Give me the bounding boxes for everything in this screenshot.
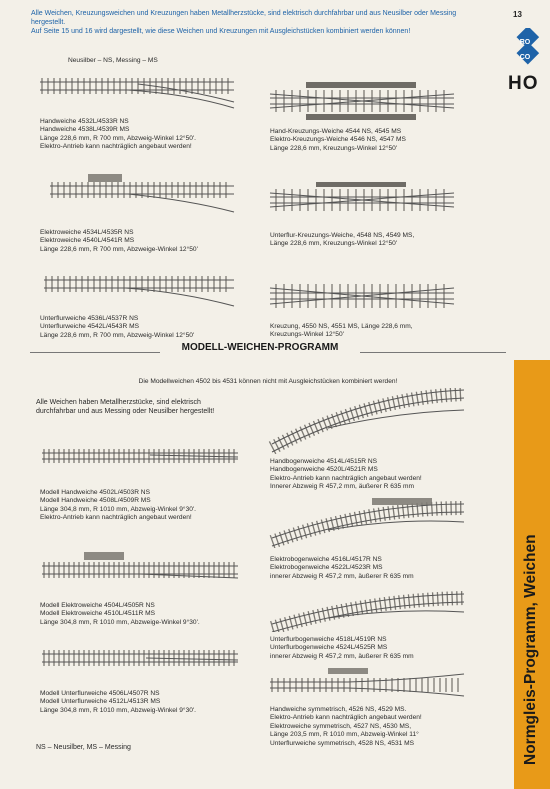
sidebar-title: Normgleis-Programm, Weichen (522, 534, 539, 765)
section-note: Alle Weichen haben Metallherzstücke, sind elektrisch durchfahrbar und aus Messing oder Neusilber hergestellt! (36, 399, 215, 415)
logo-text-bottom: CO (519, 54, 531, 61)
track-image-modell-handweiche (40, 446, 240, 466)
track-image-kreuzung (268, 278, 458, 316)
track-image-weiche-symmetrisch (268, 666, 468, 704)
caption-modell-unterflurweiche: Modell Unterflurweiche 4506L/4507R NS Modell Unterflurweiche 4512L/4513R MS Länge 304,8 mm, R 1010 mm, Abzweig-Winkel 9°30'. (40, 690, 196, 714)
track-image-handbogenweiche (268, 388, 468, 454)
page-number: 13 (513, 10, 522, 19)
intro-line-1: Alle Weichen, Kreuzungsweichen und Kreuzungen haben Metallherzstücke, sind elektrisch durchfahrbar und aus Neusilber oder Messing hergestellt. (31, 10, 457, 26)
intro-text (31, 10, 481, 36)
caption-hand-kreuzungsweiche: Hand-Kreuzungs-Weiche 4544 NS, 4545 MS Elektro-Kreuzungs-Weiche 4546 NS, 4547 MS Länge 228,6 mm, Kreuzungs-Winkel 12°50' (270, 128, 406, 152)
scale-label: HO (508, 73, 539, 94)
track-image-unterflurbogenweiche (268, 590, 468, 632)
caption-kreuzung: Kreuzung, 4550 NS, 4551 MS, Länge 228,6 mm, Kreuzungs-Winkel 12°50' (270, 323, 413, 339)
caption-elektroweiche: Elektroweiche 4534L/4535R NS Elektroweiche 4540L/4541R MS Länge 228,6 mm, R 700 mm, Abzweige-Winkel 12°50' (40, 229, 198, 253)
track-image-modell-elektroweiche (40, 552, 240, 582)
caption-weiche-symmetrisch: Handweiche symmetrisch, 4526 NS, 4529 MS. Elektro-Antrieb kann nachträglich angebaut werden! Elektroweiche symmetrisch, 4527 NS, 4530 MS, Länge 203,5 mm, R 1010 mm, Abzweig-Winkel 11° Unterflurweiche symmetrisch, 4528 NS, 4531 MS (270, 706, 422, 747)
track-image-unterflur-kreuzungsweiche (268, 180, 458, 220)
section-subtitle: Die Modellweichen 4502 bis 4531 können nicht mit Ausgleichstücken kombiniert werden! (138, 378, 398, 385)
caption-elektrobogenweiche: Elektrobogenweiche 4516L/4517R NS Elektrobogenweiche 4522L/4523R MS innerer Abzweig R 457,2 mm, äußerer R 635 mm (270, 556, 414, 580)
logo-text-top: RO (519, 39, 531, 46)
section-title: MODELL-WEICHEN-PROGRAMM (160, 342, 360, 353)
caption-unterflurbogenweiche: Unterflurbogenweiche 4518L/4519R NS Unterflurbogenweiche 4524L/4525R MS innerer Abzweig R 457,2 mm, äußerer R 635 mm (270, 636, 414, 660)
material-note-bottom: NS – Neusilber, MS – Messing (36, 744, 131, 751)
track-image-elektrobogenweiche (268, 496, 468, 548)
caption-modell-elektroweiche: Modell Elektroweiche 4504L/4505R NS Modell Elektroweiche 4510L/4511R MS Länge 304,8 mm, R 1010 mm, Abzweige-Winkel 9°30'. (40, 602, 200, 626)
track-image-elektroweiche (48, 172, 238, 216)
caption-handbogenweiche: Handbogenweiche 4514L/4515R NS Handbogenweiche 4520L/4521R MS Elektro-Antrieb kann nachträglich angebaut werden! Innerer Abzweig R 457,2 mm, äußerer R 635 mm (270, 458, 422, 491)
roco-logo (510, 28, 540, 72)
caption-unterflurweiche: Unterflurweiche 4536L/4537R NS Unterflurweiche 4542L/4543R MS Länge 228,6 mm, R 700 mm, Abzweig-Winkel 12°50' (40, 315, 195, 339)
caption-modell-handweiche: Modell Handweiche 4502L/4503R NS Modell Handweiche 4508L/4509R MS Länge 304,8 mm, R 1010 mm, Abzweig-Winkel 9°30'. Elektro-Antrieb kann nachträglich angebaut werden! (40, 489, 196, 522)
track-image-modell-unterflurweiche (40, 647, 240, 669)
intro-line-2: Auf Seite 15 und 16 wird dargestellt, wie diese Weichen und Kreuzungen mit Ausgleichstücken kombiniert werden können! (31, 27, 411, 35)
material-note-top: Neusilber – NS, Messing – MS (68, 57, 158, 64)
caption-handweiche: Handweiche 4532L/4533R NS Handweiche 4538L/4539R MS Länge 228,6 mm, R 700 mm, Abzweig-Winkel 12°50'. Elektro-Antrieb kann nachträglich angebaut werden! (40, 118, 196, 151)
track-image-handweiche (38, 72, 238, 114)
caption-unterflur-kreuzungsweiche: Unterflur-Kreuzungs-Weiche, 4548 NS, 4549 MS, Länge 228,6 mm, Kreuzungs-Winkel 12°50' (270, 232, 415, 248)
track-image-hand-kreuzungsweiche (268, 80, 458, 122)
track-image-unterflurweiche (42, 272, 238, 310)
